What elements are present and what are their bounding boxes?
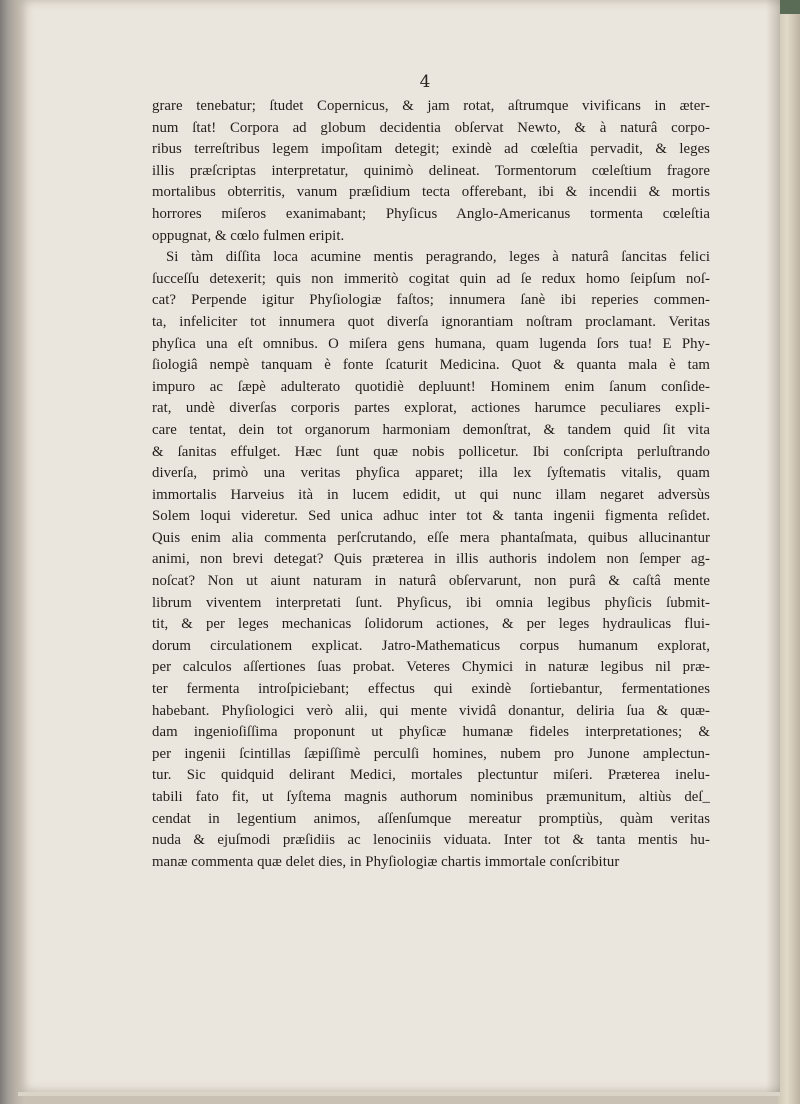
text-line: ta, infeliciter tot innumera quot diverſa ignorantiam noſtram proclamant. Veritas: [152, 313, 710, 330]
text-line: illis præſcriptas interpretatur, quinimò delineat. Tormentorum cœleſtium fragore: [152, 162, 710, 179]
text-line: cendat in legentium animos, aſſenſumque mereatur promptiùs, quàm veritas: [152, 810, 710, 827]
text-line: tabili fato fit, ut ſyſtema magnis authorum nominibus præmunitum, altiùs deſ_: [152, 789, 710, 805]
text-line: ſucceſſu detexerit; quis non immeritò cogitat quin ad ſe redux homo ſeipſum noſ-: [152, 270, 710, 287]
text-line: ter fermenta introſpiciebant; effectus qui exindè ſortiebantur, fermentationes: [152, 681, 710, 698]
text-line: horrores miſeros exanimabant; Phyſicus Anglo-Americanus tormenta cœleſtia: [152, 205, 710, 222]
text-line: per calculos aſſertiones ſuas probat. Veteres Chymici in naturæ legibus nil præ-: [152, 659, 710, 676]
text-line: grare tenebatur; ſtudet Copernicus, & jam rotat, aſtrumque vivificans in æter-: [152, 98, 710, 114]
text-line: oppugnat, & cœlo fulmen eripit.: [152, 227, 345, 244]
next-page-edge: [778, 0, 800, 1104]
text-line: librum viventem interpretati ſunt. Phyſicus, ibi omnia legibus phyſicis ſubmit-: [152, 594, 710, 611]
text-line: Quis enim alia commenta perſcrutando, eſſe mera phantaſmata, quibus allucinantur: [152, 529, 710, 546]
page-number: 4: [419, 72, 431, 92]
text-line: impuro ac ſæpè adulterato quotidiè depluunt! Hominem enim ſanum conſide-: [152, 378, 710, 395]
text-line: tur. Sic quidquid delirant Medici, mortales plectuntur miſeri. Præterea inelu-: [152, 767, 710, 784]
text-line: immortalis Harveius ità in lucem edidit, ut qui nunc illam negaret adversùs: [152, 486, 710, 503]
text-line: habebant. Phyſiologici verò alii, qui mente vividâ donantur, deliria ſua & quæ-: [152, 702, 710, 719]
text-line: ribus terreſtribus legem impoſitam detegit; exindè ad cœleſtia pervadit, & leges: [152, 141, 710, 158]
text-line: dam ingenioſiſſima proponunt ut phyſicæ humanæ fideles interpretationes; &: [152, 724, 710, 741]
text-line: nuda & ejuſmodi præſidiis ac lenociniis viduata. Inter tot & tanta mentis hu-: [152, 832, 710, 849]
text-line: animi, non brevi detegat? Quis præterea in illis authoris indolem non ſemper ag-: [152, 551, 710, 568]
text-line: manæ commenta quæ delet dies, in Phyſiologiæ chartis immortale conſcribitur: [152, 853, 620, 870]
text-line: ſiologiâ nempè tanquam è fonte ſcaturit Medicina. Quot & quanta mala è tam: [152, 357, 710, 374]
text-line: noſcat? Non ut aiunt naturam in naturâ obſervarunt, non purâ & caſtâ mente: [152, 573, 710, 590]
text-line: & ſanitas effulget. Hæc ſunt quæ nobis pollicetur. Ibi conſcripta perluſtrando: [152, 443, 710, 460]
text-line: dorum circulationem explicat. Jatro-Mathematicus corpus humanum explorat,: [152, 637, 710, 654]
text-line: diverſa, primò una veritas phyſica apparet; illa lex ſyſtematis vitalis, quam: [152, 465, 710, 482]
text-line: num ſtat! Corpora ad globum decidentia obſervat Newto, & à naturâ corpo-: [152, 119, 710, 136]
body-text: [152, 96, 710, 873]
text-line: phyſica una eſt omnibus. O miſera gens humana, quam lugenda ſors tua! E Phy-: [152, 335, 710, 352]
text-line: care tentat, dein tot organorum harmoniam demonſtrat, & tandem quid ſit vita: [152, 421, 710, 438]
text-line: tit, & per leges mechanicas ſolidorum actiones, & per leges hydraulicas flui-: [152, 616, 710, 633]
text-line: mortalibus obterritis, vanum præſidium tecta offerebant, ibi & incendii & mortis: [152, 184, 710, 201]
text-line: per ingenii ſcintillas ſæpiſſimè perculſi homines, nubem pro Junone amplectun-: [152, 745, 710, 762]
text-line: cat? Perpende igitur Phyſiologiæ faſtos; innumera ſanè ibi reperies commen-: [152, 292, 710, 309]
text-line: Solem loqui videretur. Sed unica adhuc inter tot & tanta ingenii figmenta reſidet.: [152, 508, 710, 525]
text-line: rat, undè diverſas corporis partes explorat, actiones harumce peculiares expli-: [152, 400, 710, 417]
text-line: Si tàm diſſita loca acumine mentis peragrando, leges à naturâ ſancitas felici: [166, 249, 710, 266]
